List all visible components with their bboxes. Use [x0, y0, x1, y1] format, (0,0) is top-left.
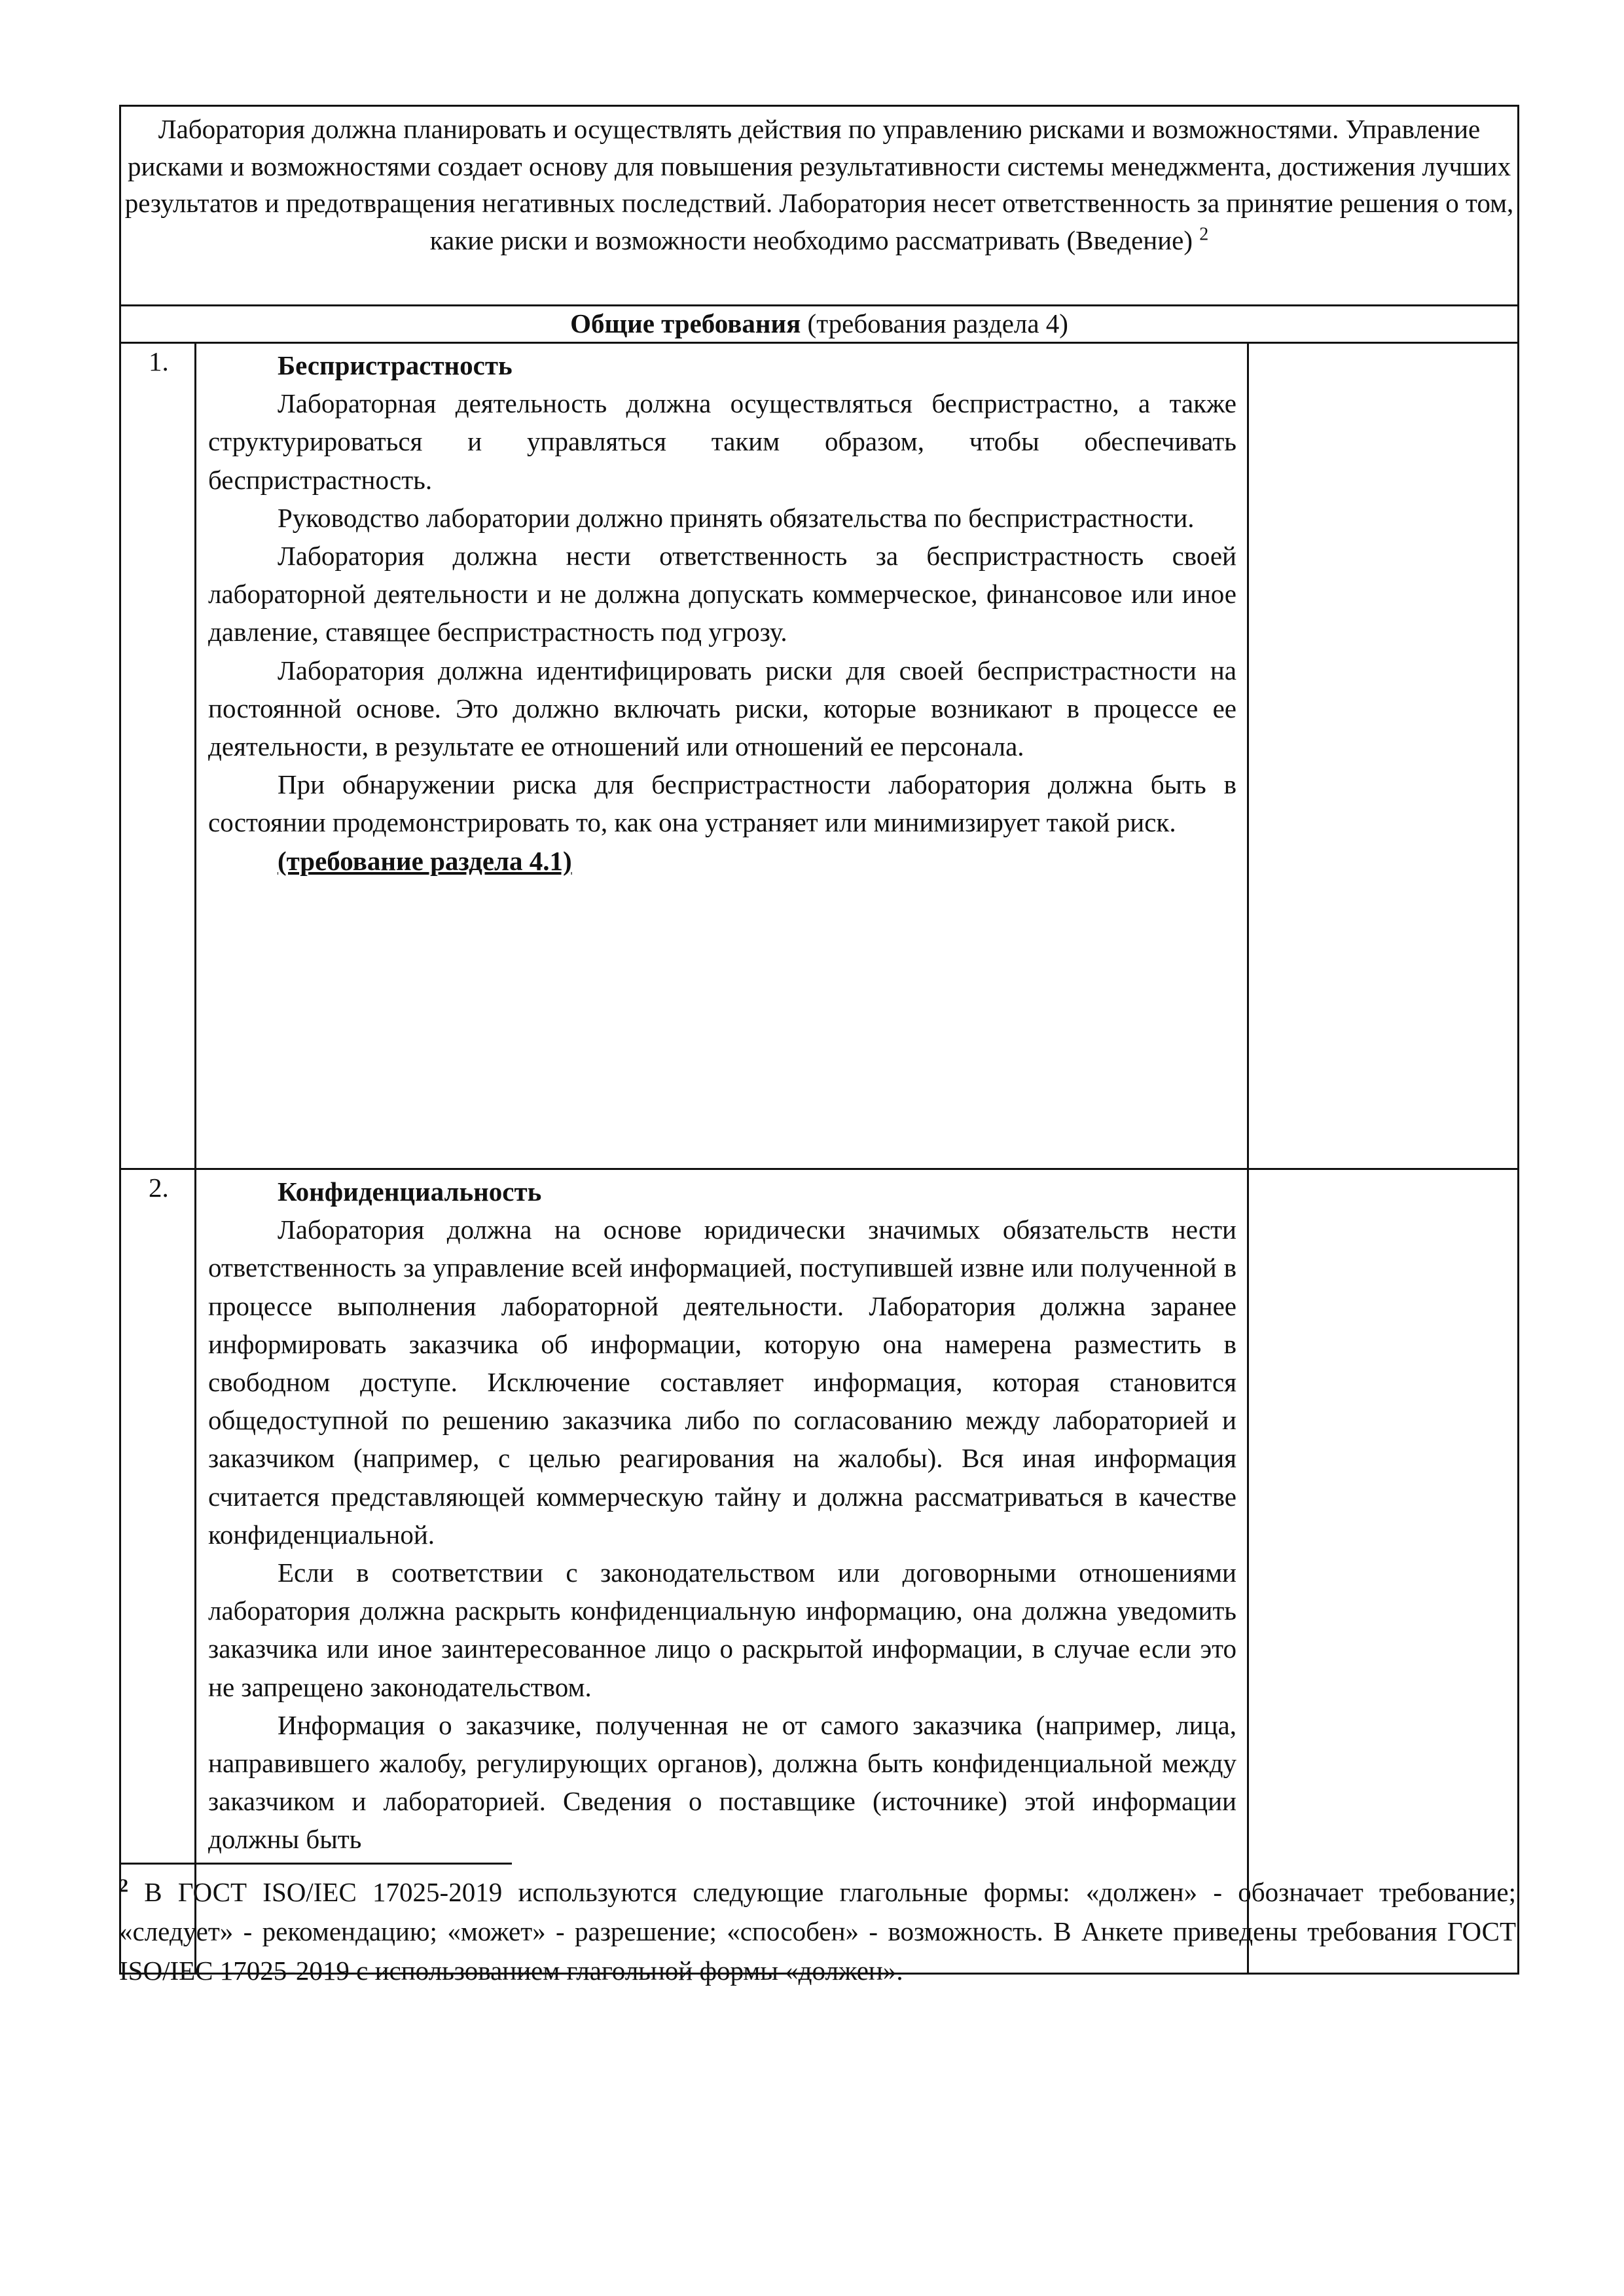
row-content — [196, 1169, 1248, 1974]
intro-cell — [120, 106, 1519, 306]
table-row — [120, 343, 1519, 1169]
section-heading-bold: Общие требования — [570, 308, 801, 338]
response-cell[interactable] — [1248, 1169, 1519, 1974]
intro-row — [120, 106, 1519, 306]
row-number: 1. — [120, 343, 196, 1169]
section-heading-normal: (требования раздела 4) — [801, 308, 1068, 338]
intro-text: Лаборатория должна планировать и осуществлять действия по управлению рисками и возможностями. Управление рисками и возможностями создает основу для повышения результативности системы менеджмента, достижения лучших результатов и предотвращения негативных последствий. Лаборатория несет ответственность за принятие решения о том, какие риски и возможности необходимо рассматривать (Введение) — [124, 114, 1514, 255]
row-paragraph: Лабораторная деятельность должна осуществляться беспристрастно, а также структурироваться и управляться таким образом, чтобы обеспечивать беспристрастность. — [208, 388, 1236, 495]
row-paragraph: При обнаружении риска для беспристрастности лаборатория должна быть в состоянии продемонстрировать то, как она устраняет или минимизирует такой риск. — [208, 769, 1236, 838]
requirement-reference: (требование раздела 4.1) — [278, 845, 572, 876]
intro-footnote-mark: 2 — [1199, 223, 1209, 244]
footnote-separator — [119, 1863, 512, 1865]
response-cell[interactable] — [1248, 343, 1519, 1169]
footnote — [119, 1872, 1516, 1990]
row-paragraph: Руководство лаборатории должно принять обязательства по беспристрастности. — [278, 502, 1195, 533]
row-paragraph: Информация о заказчике, полученная не от самого заказчика (например, лица, направившего жалобу, регулирующих органов), должна быть конфиденциальной между заказчиком и лабораторией. Сведения о поставщике (источнике) этой информации должны быть — [208, 1709, 1236, 1855]
row-title: Беспристрастность — [278, 350, 513, 380]
row-content — [196, 343, 1248, 1169]
section-heading — [120, 306, 1519, 343]
row-number: 2. — [120, 1169, 196, 1974]
row-paragraph: Лаборатория должна на основе юридически значимых обязательств нести ответственность за управление всей информацией, поступившей извне или полученной в процессе выполнения лабораторной деятельности. Лаборатория должна заранее информировать заказчика об информации, которую она намерена разместить в свободном доступе. Исключение составляет информация, которая становится общедоступной по решению заказчика либо по согласованию между лабораторией и заказчиком (например, с целью реагирования на жалобы). Вся иная информация считается представляющей коммерческую тайну и должна рассматриваться в качестве конфиденциальной. — [208, 1214, 1236, 1550]
section-heading-row — [120, 306, 1519, 343]
footnote-mark: 2 — [119, 1876, 128, 1897]
row-paragraph: Если в соответствии с законодательством или договорными отношениями лаборатория должна раскрыть конфиденциальную информацию, она должна уведомить заказчика или иное заинтересованное лицо о раскрытой информации, в случае если это не запрещено законодательством. — [208, 1558, 1236, 1702]
row-paragraph: Лаборатория должна нести ответственность за беспристрастность своей лабораторной деятельности и не должна допускать коммерческое, финансовое или иное давление, ставящее беспристрастность под угрозу. — [208, 541, 1236, 647]
row-title: Конфиденциальность — [278, 1176, 542, 1207]
requirements-table — [119, 105, 1519, 1975]
table-row — [120, 1169, 1519, 1974]
row-paragraph: Лаборатория должна идентифицировать риски для своей беспристрастности на постоянной основе. Это должно включать риски, которые возникают в процессе ее деятельности, в результате ее отношений или отношений ее персонала. — [208, 655, 1236, 762]
footnote-text: В ГОСТ ISO/IEC 17025-2019 используются следующие глагольные формы: «должен» - обозначает требование; «следует» - рекомендацию; «может» - разрешение; «способен» - возможность. В Анкете приведены требования ГОСТ ISO/IEC 17025-2019 с использованием глагольной формы «должен». — [119, 1877, 1516, 1986]
